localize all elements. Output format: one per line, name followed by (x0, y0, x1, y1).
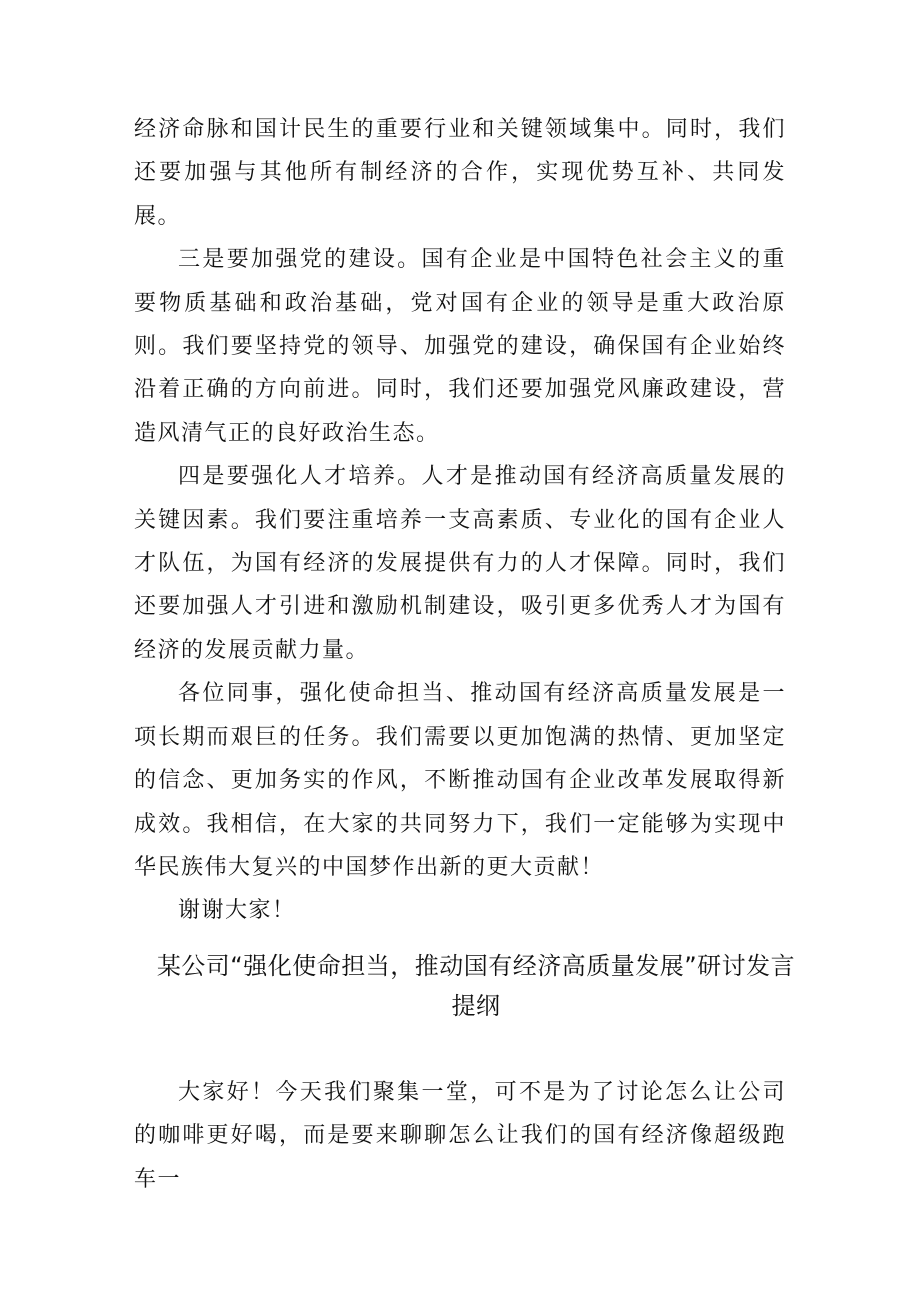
closing-thanks: 谢谢大家！ (178, 898, 296, 924)
document-title: 某公司“强化使命担当，推动国有经济高质量发展”研讨发言提纲 (156, 952, 796, 1020)
intro-section (134, 1071, 786, 1201)
document-body (134, 108, 786, 933)
intro-paragraph: 大家好！今天我们聚集一堂，可不是为了讨论怎么让公司的咖啡更好喝，而是要来聊聊怎么让我们的国有经济像超级跑车一 (134, 1080, 786, 1192)
paragraph-continuation: 经济命脉和国计民生的重要行业和关键领域集中。同时，我们还要加强与其他所有制经济的合作，实现优势互补、共同发展。 (134, 117, 786, 229)
paragraph-talent-training: 四是要强化人才培养。人才是推动国有经济高质量发展的关键因素。我们要注重培养一支高素质、专业化的国有企业人才队伍，为国有经济的发展提供有力的人才保障。同时，我们还要加强人才引进和激励机制建设，吸引更多优秀人才为国有经济的发展贡献力量。 (134, 464, 786, 663)
paragraph-conclusion: 各位同事，强化使命担当、推动国有经济高质量发展是一项长期而艰巨的任务。我们需要以更加饱满的热情、更加坚定的信念、更加务实的作风，不断推动国有企业改革发展取得新成效。我相信，在大家的共同努力下，我们一定能够为实现中华民族伟大复兴的中国梦作出新的更大贡献！ (134, 681, 786, 880)
paragraph-party-building: 三是要加强党的建设。国有企业是中国特色社会主义的重要物质基础和政治基础，党对国有企业的领导是重大政治原则。我们要坚持党的领导、加强党的建设，确保国有企业始终沿着正确的方向前进。同时，我们还要加强党风廉政建设，营造风清气正的良好政治生态。 (134, 247, 786, 446)
